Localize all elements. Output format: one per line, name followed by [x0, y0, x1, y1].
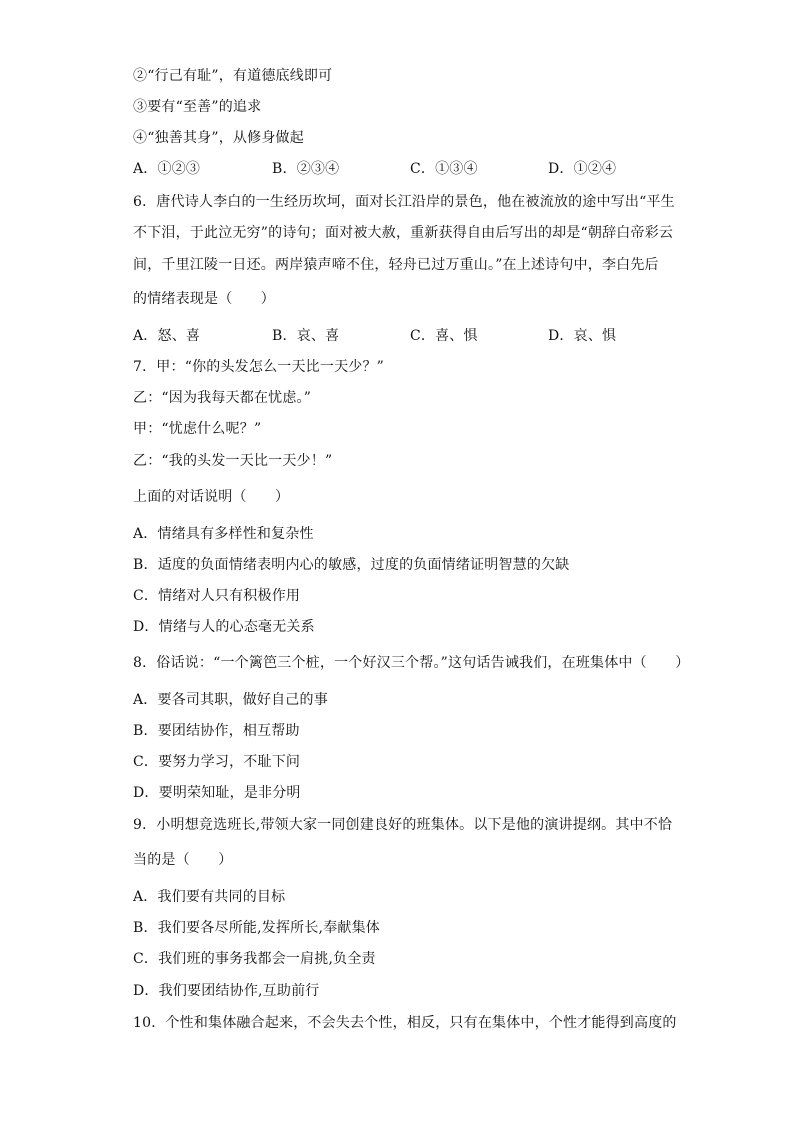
q7-option-c: C．情绪对人只有积极作用 — [133, 588, 301, 604]
q9-stem-line-1: 9．小明想竞选班长,带领大家一同创建良好的班集体。以下是他的演讲提纲。其中不恰 — [133, 817, 673, 833]
q9-option-d: D．我们要团结协作,互助前行 — [133, 983, 320, 999]
q9-stem-line-2: 当的是（ ） — [133, 852, 233, 868]
q5-options — [133, 159, 653, 179]
q6-stem-line-4: 的情绪表现是（ ） — [133, 291, 275, 307]
q6-option-b: B．哀、喜 — [272, 328, 340, 344]
q5-option-d: D．①②④ — [548, 161, 617, 177]
q5-option-c: C．①③④ — [410, 161, 478, 177]
q5-item-3: ③要有“至善”的追求 — [133, 99, 262, 115]
q7-dialogue-line-4: 乙：“我的头发一天比一天少！” — [133, 453, 333, 469]
q8-option-a: A．要各司其职，做好自己的事 — [133, 692, 328, 708]
q8-option-d: D．要明荣知耻，是非分明 — [133, 785, 301, 801]
q7-dialogue-line-1: 7．甲：“你的头发怎么一天比一天少？” — [133, 359, 385, 375]
q6-stem-line-3: 间，千里江陵一日还。两岸猿声啼不住，轻舟已过万重山。”在上述诗句中，李白先后 — [133, 257, 659, 273]
q6-option-d: D．哀、惧 — [548, 328, 617, 344]
q8-option-b: B．要团结协作，相互帮助 — [133, 723, 300, 739]
q10-stem: 10．个性和集体融合起来，不会失去个性，相反，只有在集体中，个性才能得到高度的 — [133, 1015, 677, 1031]
q6-options — [133, 326, 653, 346]
q6-option-c: C．喜、惧 — [410, 328, 478, 344]
q6-stem-line-1: 6．唐代诗人李白的一生经历坎坷，面对长江沿岸的景色，他在被流放的途中写出“平生 — [133, 194, 675, 210]
q6-option-a: A．怒、喜 — [133, 328, 201, 344]
q7-option-b: B．适度的负面情绪表明内心的敏感，过度的负面情绪证明智慧的欠缺 — [133, 557, 570, 573]
q9-option-a: A．我们要有共同的目标 — [133, 889, 286, 905]
q9-option-b: B．我们要各尽所能,发挥所长,奉献集体 — [133, 920, 380, 936]
q9-option-c: C．我们班的事务我都会一肩挑,负全责 — [133, 951, 376, 967]
q6-stem-line-2: 不下泪，于此泣无穷”的诗句；面对被大赦，重新获得自由后写出的却是“朝辞白帝彩云 — [133, 225, 674, 241]
q7-stem: 上面的对话说明（ ） — [133, 489, 290, 505]
q7-option-d: D．情绪与人的心态毫无关系 — [133, 619, 315, 635]
q8-stem: 8．俗话说：“一个篱笆三个桩，一个好汉三个帮。”这句话告诫我们，在班集体中（ ） — [133, 655, 690, 671]
q5-option-b: B．②③④ — [272, 161, 340, 177]
q5-item-4: ④“独善其身”，从修身做起 — [133, 130, 304, 146]
q7-option-a: A．情绪具有多样性和复杂性 — [133, 526, 314, 542]
q7-dialogue-line-3: 甲：“忧虑什么呢？” — [133, 421, 262, 437]
q5-option-a: A．①②③ — [133, 161, 201, 177]
q8-option-c: C．要努力学习，不耻下问 — [133, 754, 301, 770]
q5-item-2: ②“行己有耻”，有道德底线即可 — [133, 68, 333, 84]
q7-dialogue-line-2: 乙：“因为我每天都在忧虑。” — [133, 390, 312, 406]
